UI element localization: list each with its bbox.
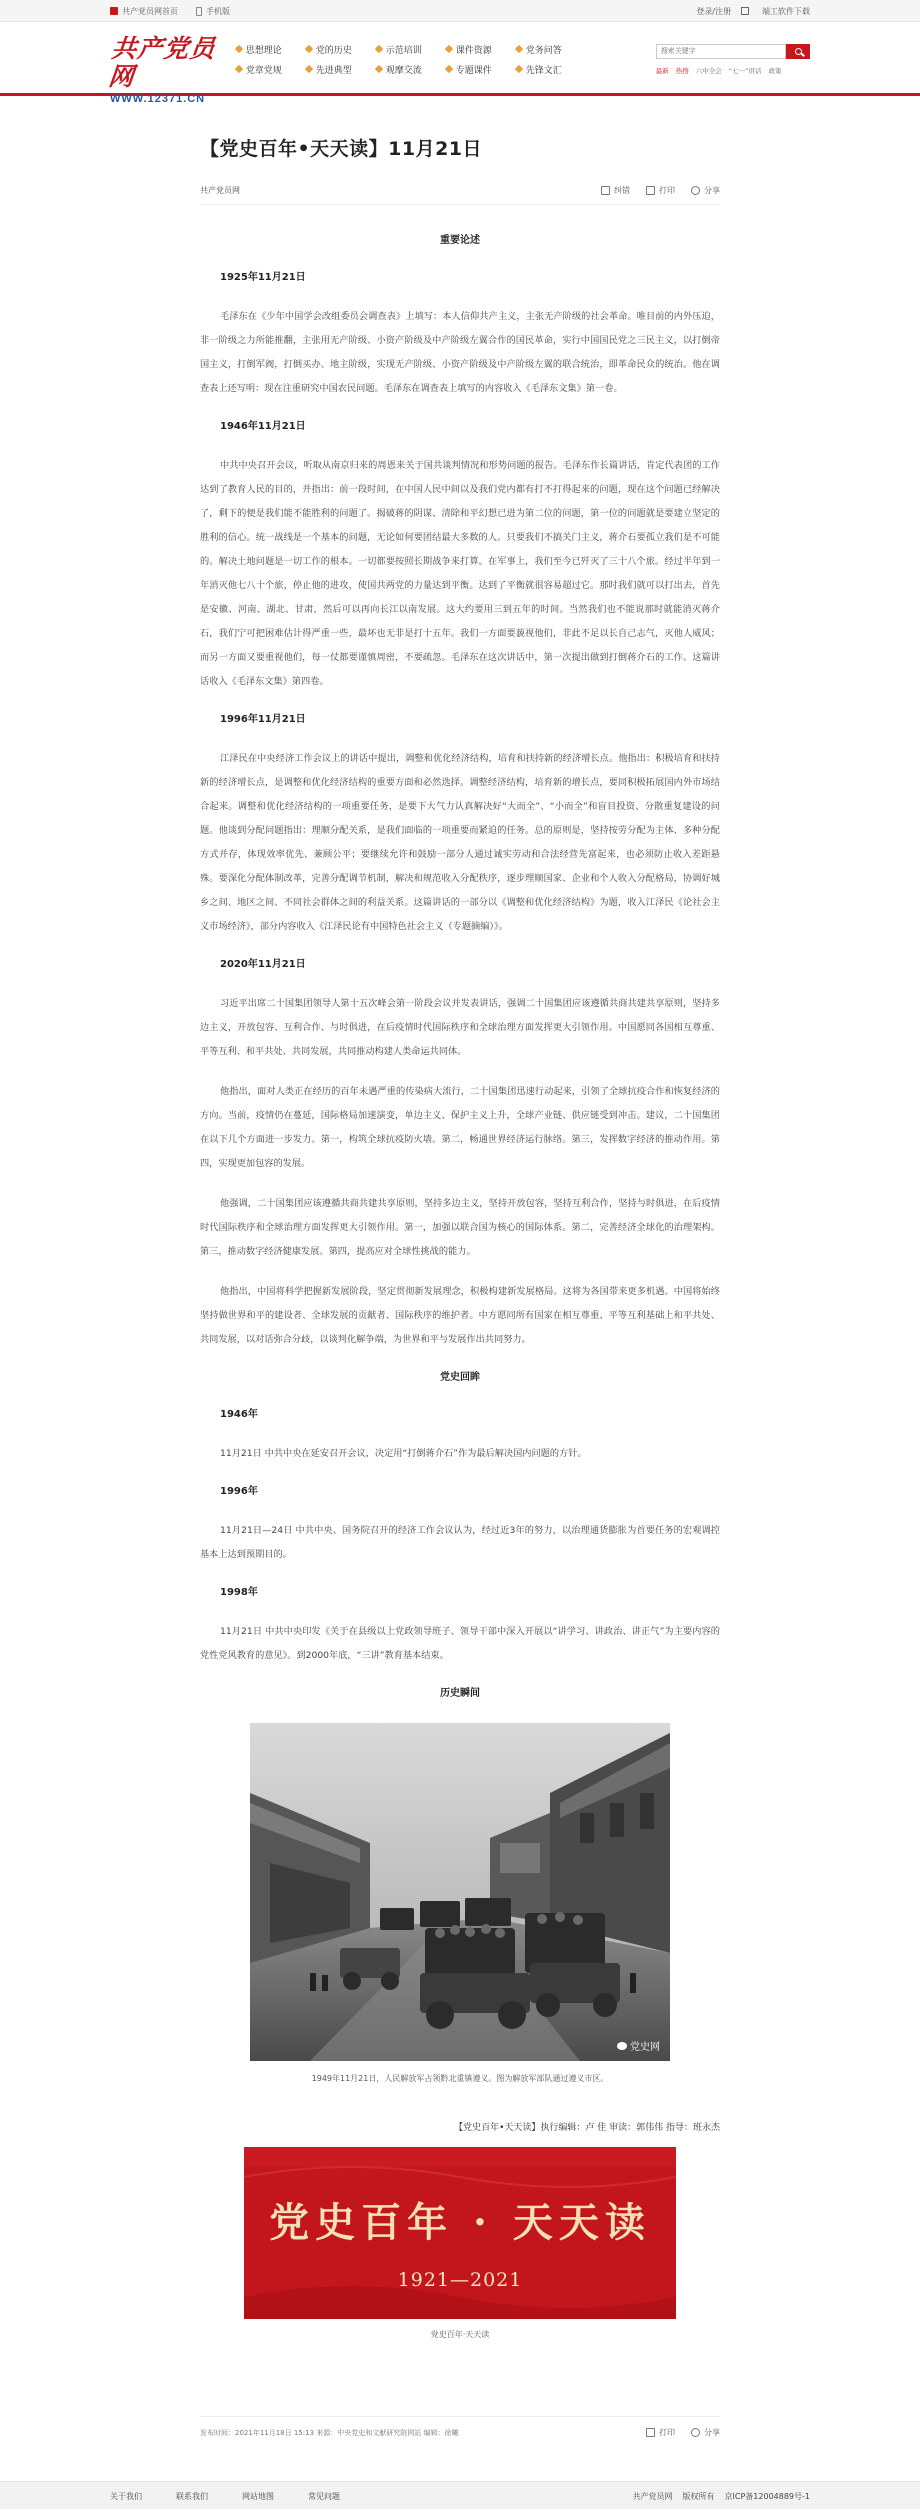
nav-label: 先锋文汇 [525, 65, 562, 76]
search-icon [795, 48, 802, 55]
print-button[interactable] [646, 185, 675, 196]
report-error-button[interactable] [601, 185, 630, 196]
article-source: 共产党员网 [200, 186, 240, 195]
nav-item[interactable] [516, 42, 586, 56]
nav-bullet-icon [305, 45, 313, 53]
historic-photo [250, 1723, 670, 2061]
download-icon [741, 7, 749, 15]
nav-label: 先进典型 [315, 65, 352, 76]
section-heading: 党史回眸 [440, 1372, 480, 1383]
nav-bullet-icon [515, 45, 523, 53]
nav-label: 思想理论 [245, 45, 282, 56]
print-icon [646, 2428, 655, 2437]
paragraph: 他指出，中国将科学把握新发展阶段，坚定贯彻新发展理念，积极构建新发展格局。这将为各国带来更多机遇。中国将始终坚持做世界和平的建设者、全球发展的贡献者、国际秩序的维护者。中方愿同所有国家在相互尊重、平等互利基础上和平共处、共同发展，以对话弥合分歧，以谈判化解争端，为世界和平与发展作出共同努力。 [200, 1286, 720, 1345]
photo-caption: 1949年11月21日，人民解放军占领黔北重镇遵义。图为解放军部队通过遵义市区。 [311, 2074, 609, 2083]
date-heading: 1996年11月21日 [220, 714, 306, 725]
footer-about-link[interactable]: 关于我们 [110, 2491, 142, 2501]
paragraph: 中共中央召开会议，听取从南京归来的周恩来关于国共谈判情况和形势问题的报告。毛泽东作长篇讲话，肯定代表团的工作达到了教育人民的目的，并指出：前一段时间，在中国人民中间以及我们党内都有打不打得起来的问题，现在这个问题已经解决了，剩下的便是我们能不能胜利的问题了。揭破蒋的阴谋、清除和平幻想已进为第二位的问题，第一位的问题就是要建立坚定的胜利的信心。统一战线是一个基本的问题，无论如何要团结最大多数的人。只要我们不搞关门主义，蒋介石要孤立我们是不可能的。解决土地问题是一切工作的根本。一切都要按照长期战争来打算。在军事上，我们至今已歼灭了三十八个旅。经过半年到一年消灭他七八十个旅，停止他的进攻，使国共两党的力量达到平衡。达到了平衡就很容易超过它。那时我们就可以打出去，首先是安徽、河南、湖北、甘肃，然后可以再向长江以南发展。这大约要用三到五年的时间。当然我们也不能说那时就能消灭蒋介石，我们宁可把困难估计得严重一些，最坏也无非是打十五年。我们一方面要藐视他们，非此不足以长自己志气，灭他人威风；而另一方面又要重视他们，每一仗都要谨慎周密，不要疏忽。毛泽东在这次讲话中，第一次提出做到打倒蒋介石的工作。这篇讲话收入《毛泽东文集》第四卷。 [200, 460, 720, 687]
nav-item[interactable] [446, 42, 516, 56]
nav-item[interactable] [306, 62, 376, 76]
nav-label: 专题课件 [455, 65, 492, 76]
photo-watermark [617, 2038, 660, 2053]
tool-label: 分享 [704, 2428, 720, 2437]
site-header [0, 22, 920, 105]
nav-bullet-icon [235, 45, 243, 53]
nav-bullet-icon [445, 45, 453, 53]
print-button-bottom[interactable] [646, 2427, 675, 2438]
site-logo[interactable] [107, 34, 218, 105]
nav-item[interactable] [236, 62, 306, 76]
share-icon [691, 2428, 700, 2437]
copyright-text: 版权所有 [682, 2491, 715, 2501]
banner-years: 1921—2021 [397, 2269, 523, 2291]
article [200, 96, 720, 2438]
paragraph: 江泽民在中央经济工作会议上的讲话中提出，调整和优化经济结构，培育和扶持新的经济增长点。他指出：积极培育和扶持新的经济增长点，是调整和优化经济结构的重要方面和必然选择。调整经济结构，培育新的增长点，要同积极拓展国内外市场结合起来。调整和优化经济结构的一项重要任务，是要下大气力认真解决好“大而全”、“小而全”和盲目投资、分散重复建设的问题。他谈到分配问题指出：理顺分配关系，是我们面临的一项重要而紧迫的任务。总的原则是，坚持按劳分配为主体、多种分配方式并存，体现效率优先、兼顾公平；要继续允许和鼓励一部分人通过诚实劳动和合法经营先富起来，也必须防止收入差距悬殊。要深化分配体制改革，完善分配调节机制，解决和规范收入分配秩序，逐步理顺国家、企业和个人收入分配格局，协调好城乡之间、地区之间、不同社会群体之间的利益关系。这篇讲话的一部分以《调整和优化经济结构》为题，收入江泽民《论社会主义市场经济》，部分内容收入《江泽民论有中国特色社会主义（专题摘编）》。 [200, 753, 720, 932]
date-heading: 1996年 [220, 1486, 258, 1497]
mobile-link[interactable] [196, 6, 230, 17]
nav-item[interactable] [516, 62, 586, 76]
top-bar [0, 0, 920, 22]
icp-number: 京ICP备12004889号-1 [724, 2491, 810, 2501]
phone-icon [196, 7, 202, 16]
download-label: 端工软件下载 [762, 6, 810, 16]
nav-item[interactable] [376, 62, 446, 76]
nav-label: 示范培训 [385, 45, 422, 56]
hot-link[interactable]: 最新 [655, 66, 669, 75]
editor-credits: 【党史百年•天天读】执行编辑：卢 佳 审读：郭伟伟 指导：班永杰 [454, 2123, 720, 2133]
hot-link[interactable]: 政策 [768, 66, 782, 75]
date-heading: 1946年11月21日 [220, 421, 306, 432]
date-heading: 1998年 [220, 1587, 258, 1598]
nav-label: 课件资源 [455, 45, 492, 56]
paragraph: 他强调，二十国集团应该遵循共商共建共享原则，坚持多边主义，坚持开放包容，坚持互利合作，坚持与时俱进，在后疫情时代国际秩序和全球治理方面发挥更大引领作用。第一，加强以联合国为核心的国际体系。第二，完善经济全球化的治理架构。第三，推动数字经济健康发展。第四，提高应对全球性挑战的能力。 [200, 1198, 720, 1257]
tool-label: 纠错 [614, 186, 630, 195]
logo-url: WWW.12371.CN [110, 93, 206, 105]
nav-bullet-icon [305, 65, 313, 73]
publish-info [200, 2416, 720, 2438]
search-button[interactable] [786, 44, 810, 59]
nav-label: 党务问答 [525, 45, 562, 56]
copyright-site: 共产党员网 [632, 2491, 673, 2501]
paragraph: 11月21日—24日 中共中央、国务院召开的经济工作会议认为，经过近3年的努力，以治理通货膨胀为首要任务的宏观调控基本上达到预期目的。 [200, 1525, 720, 1560]
section-heading: 重要论述 [440, 235, 480, 246]
home-link[interactable] [110, 6, 178, 17]
search-input[interactable] [656, 44, 786, 59]
article-body [200, 205, 720, 1699]
article-tools [585, 185, 720, 196]
footer-sitemap-link[interactable]: 网站地图 [242, 2491, 274, 2501]
nav-bullet-icon [515, 65, 523, 73]
share-button-bottom[interactable] [691, 2427, 720, 2438]
share-icon [691, 186, 700, 195]
tool-label: 分享 [704, 186, 720, 195]
hot-keywords [656, 66, 810, 75]
date-heading: 1925年11月21日 [220, 272, 306, 283]
search-area [656, 44, 810, 75]
paragraph: 毛泽东在《少年中国学会改组委员会调查表》上填写：本人信仰共产主义，主张无产阶级的社会革命。唯目前的内外压迫，非一阶级之力所能推翻，主张用无产阶级、小资产阶级及中产阶级左翼合作的国民革命，实行中国国民党之三民主义，以打倒帝国主义，打倒军阀，打倒买办、地主阶级，实现无产阶级、小资产阶级及中产阶级左翼的联合统治，即革命民众的统治。他在调查表上还写明：现在注重研究中国农民问题。毛泽东在调查表上填写的内容收入《毛泽东文集》第一卷。 [200, 311, 720, 394]
article-meta [200, 183, 720, 205]
section-heading: 历史瞬间 [440, 1688, 480, 1699]
nav-item[interactable] [376, 42, 446, 56]
hot-link[interactable]: 热搜 [675, 66, 689, 75]
article-title: 【党史百年•天天读】11月21日 [200, 138, 483, 160]
series-banner [244, 2147, 676, 2319]
copyright [623, 2491, 810, 2502]
nav-label: 党章党规 [245, 65, 282, 76]
footer-faq-link[interactable]: 常见问题 [308, 2491, 340, 2501]
date-heading: 1946年 [220, 1409, 258, 1420]
nav-label: 党的历史 [315, 45, 352, 56]
footer-contact-link[interactable]: 联系我们 [176, 2491, 208, 2501]
nav-bullet-icon [235, 65, 243, 73]
paragraph: 习近平出席二十国集团领导人第十五次峰会第一阶段会议并发表讲话，强调二十国集团应该遵循共商共建共享原则，坚持多边主义，开放包容、互利合作、与时俱进，在后疫情时代国际秩序和全球治理方面发挥更大引领作用。中国愿同各国相互尊重、平等互利、和平共处、共同发展，共同推动构建人类命运共同体。 [200, 998, 720, 1057]
publish-meta: 发布时间：2021年11月18日 15:13 来源：中央党史和文献研究院网站 编辑：徐曦 [200, 2428, 459, 2437]
hot-link[interactable]: 六中全会 [695, 66, 722, 75]
home-link-label: 共产党员网首页 [122, 6, 178, 16]
nav-item[interactable] [236, 42, 306, 56]
paragraph: 11月21日 中共中央印发《关于在县级以上党政领导班子、领导干部中深入开展以“讲学习、讲政治、讲正气”为主要内容的党性党风教育的意见》。到2000年底，“三讲”教育基本结束。 [200, 1626, 720, 1661]
share-button[interactable] [691, 185, 720, 196]
print-icon [646, 186, 655, 195]
nav-item[interactable] [446, 62, 516, 76]
mobile-link-label: 手机版 [206, 6, 230, 16]
article-tools-bottom [630, 2427, 720, 2438]
download-link[interactable] [731, 6, 810, 17]
nav-bullet-icon [445, 65, 453, 73]
home-icon [110, 7, 118, 15]
nav-item[interactable] [306, 42, 376, 56]
paragraph: 11月21日 中共中央在延安召开会议，决定用“打倒蒋介石”作为最后解决国内问题的方针。 [220, 1448, 587, 1459]
nav-bullet-icon [375, 45, 383, 53]
login-link[interactable]: 登录/注册 [696, 6, 731, 16]
logo-text: 共产党员网 [107, 34, 218, 91]
banner-caption: 党史百年·天天读 [430, 2330, 490, 2339]
nav-label: 观摩交流 [385, 65, 422, 76]
banner-title: 党史百年 · 天天读 [269, 2199, 651, 2246]
nav-bullet-icon [375, 65, 383, 73]
hot-link[interactable]: “七一”讲话 [728, 66, 762, 75]
tool-label: 打印 [659, 2428, 675, 2437]
tool-label: 打印 [659, 186, 675, 195]
watermark-text: 党史网 [630, 2042, 660, 2053]
weibo-icon [617, 2042, 627, 2050]
street-scene-image [250, 1723, 670, 2061]
edit-icon [601, 186, 610, 195]
site-footer [0, 2481, 920, 2509]
paragraph: 他指出，面对人类正在经历的百年未遇严重的传染病大流行，二十国集团迅速行动起来，引领了全球抗疫合作和恢复经济的方向。当前，疫情仍在蔓延，国际格局加速演变，单边主义、保护主义上升，全球产业链、供应链受到冲击。建议，二十国集团在以下几个方面进一步发力。第一，构筑全球抗疫防火墙。第二，畅通世界经济运行脉络。第三，发挥数字经济的推动作用。第四，实现更加包容的发展。 [200, 1086, 720, 1169]
main-nav [236, 42, 656, 76]
date-heading: 2020年11月21日 [220, 959, 306, 970]
